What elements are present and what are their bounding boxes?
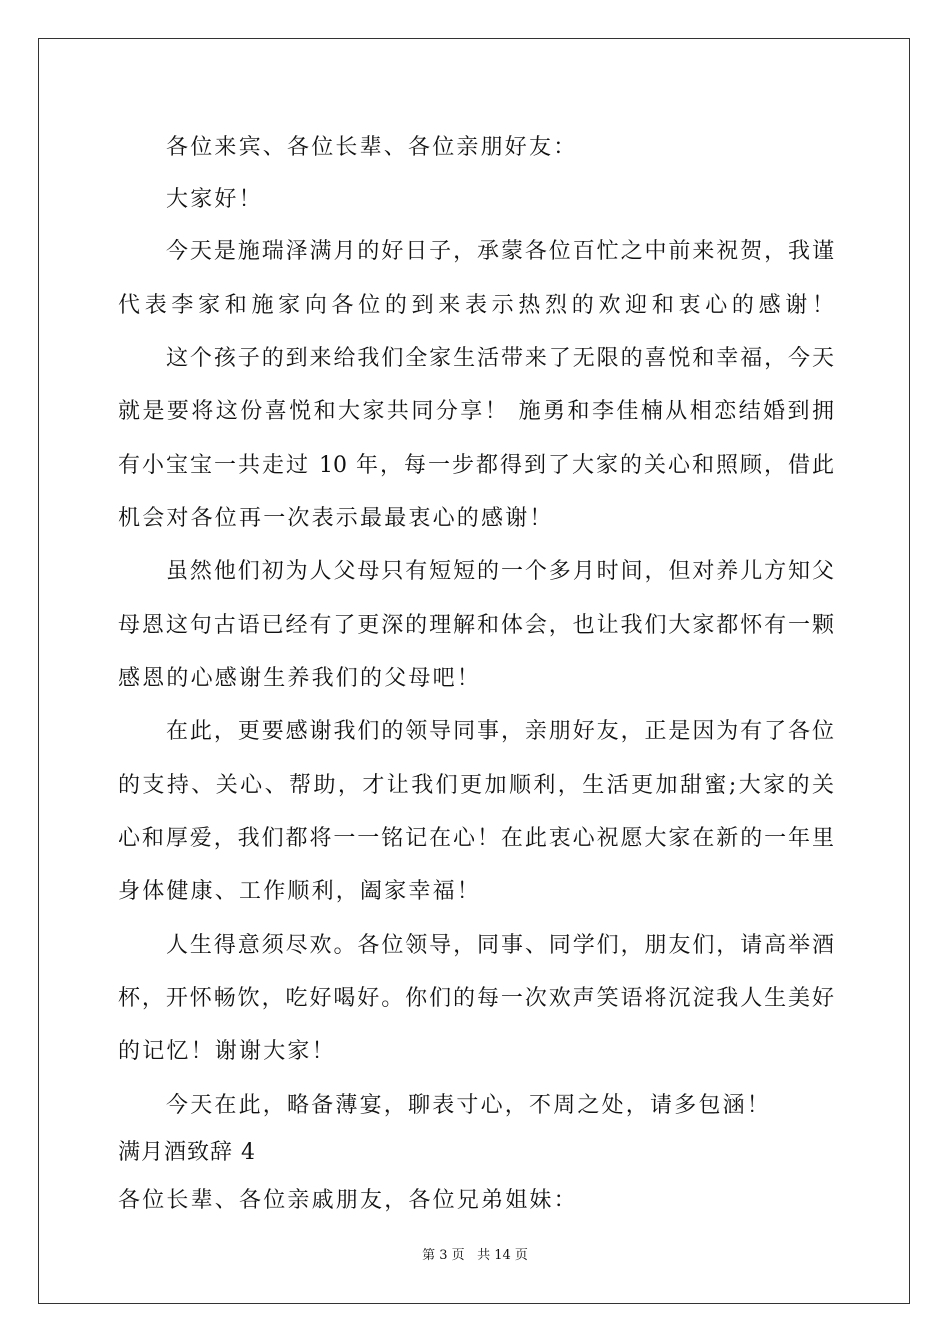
page-footer [0,1246,950,1266]
salutation-line: 各位来宾、各位长辈、各位亲朋好友： [166,135,578,160]
paragraph-line: 代表李家和施家向各位的到来表示热烈的欢迎和衷心的感谢！ [118,293,834,318]
greeting-line: 大家好！ [166,187,263,212]
salutation-line: 各位长辈、各位亲戚朋友，各位兄弟姐妹： [118,1188,578,1213]
paragraph-line: 心和厚爱，我们都将一一铭记在心！在此衷心祝愿大家在新的一年里 [118,826,834,851]
paragraph-line: 虽然他们初为人父母只有短短的一个多月时间，但对养儿方知父 [166,559,834,584]
page-number: 第 3 页 [422,1248,465,1263]
section-heading: 满月酒致辞 4 [118,1140,256,1165]
paragraph-line: 有小宝宝一共走过 10 年，每一步都得到了大家的关心和照顾，借此 [118,453,834,478]
paragraph-line: 身体健康、工作顺利，阖家幸福！ [118,879,482,904]
page-total: 共 14 页 [477,1248,528,1263]
paragraph-line: 机会对各位再一次表示最最衷心的感谢！ [118,506,554,531]
paragraph-line: 这个孩子的到来给我们全家生活带来了无限的喜悦和幸福，今天 [166,346,834,371]
paragraph-line: 人生得意须尽欢。各位领导，同事、同学们，朋友们，请高举酒 [166,933,834,958]
paragraph-line: 就是要将这份喜悦和大家共同分享！ 施勇和李佳楠从相恋结婚到拥 [118,399,834,424]
paragraph-line: 母恩这句古语已经有了更深的理解和体会，也让我们大家都怀有一颗 [118,613,834,638]
paragraph-line: 在此，更要感谢我们的领导同事，亲朋好友，正是因为有了各位 [166,719,834,744]
paragraph-line: 今天是施瑞泽满月的好日子，承蒙各位百忙之中前来祝贺，我谨 [166,239,834,264]
paragraph-line: 的支持、关心、帮助，才让我们更加顺利，生活更加甜蜜;大家的关 [118,773,834,798]
paragraph-line: 感恩的心感谢生养我们的父母吧！ [118,666,482,691]
paragraph-line: 的记忆！谢谢大家！ [118,1039,336,1064]
paragraph-line: 杯，开怀畅饮，吃好喝好。你们的每一次欢声笑语将沉淀我人生美好 [118,986,834,1011]
paragraph-line: 今天在此，略备薄宴，聊表寸心，不周之处，请多包涵！ [166,1093,772,1118]
